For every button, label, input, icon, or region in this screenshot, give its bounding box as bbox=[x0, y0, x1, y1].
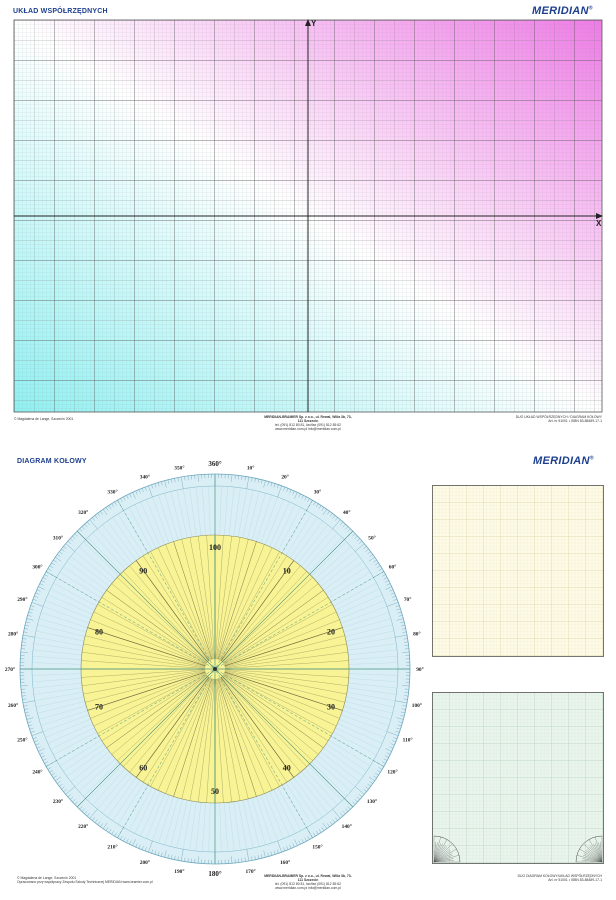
sheet1-footer-left: © Magdalena de Lange, Szczecin 2001 bbox=[14, 417, 74, 421]
degree-label: 230° bbox=[52, 798, 64, 805]
degree-label: 310° bbox=[52, 535, 64, 542]
sheet2-footer-right: DUO DIAGRAM KOŁOWY/UKŁAD WSPÓŁRZĘDNYCH Art. nr 51001 • ISBN 83-88489-17-1 bbox=[517, 874, 602, 882]
degree-label: 120° bbox=[387, 769, 398, 776]
percent-label: 80 bbox=[94, 627, 103, 637]
degree-label: 340° bbox=[139, 474, 151, 481]
degree-label: 190° bbox=[174, 869, 185, 876]
percent-label: 50 bbox=[211, 787, 219, 796]
degree-label: 250° bbox=[17, 737, 28, 744]
degree-label: 270° bbox=[4, 667, 16, 674]
degree-label: 50° bbox=[368, 535, 376, 542]
percent-label: 70 bbox=[94, 702, 103, 712]
percent-label: 10 bbox=[282, 566, 291, 576]
degree-label: 260° bbox=[7, 702, 19, 709]
degree-label: 20° bbox=[281, 474, 289, 481]
sheet1-footer-right: DUO UKŁAD WSPÓŁRZĘDNYCH / DIAGRAM KOŁOWY Art. nr 51001 • ISBN 83-88489-17-1 bbox=[515, 415, 602, 423]
degree-label: 40° bbox=[342, 510, 351, 517]
degree-label: 170° bbox=[245, 869, 256, 876]
degree-label: 70° bbox=[403, 597, 412, 604]
degree-label: 130° bbox=[366, 798, 378, 805]
degree-label: 290° bbox=[17, 597, 28, 604]
degree-label: 30° bbox=[313, 489, 322, 496]
degree-label: 330° bbox=[107, 489, 118, 496]
degree-label: 200° bbox=[139, 859, 151, 866]
percent-label: 60 bbox=[139, 763, 148, 773]
degree-label: 240° bbox=[32, 769, 43, 776]
percent-label: 90 bbox=[139, 566, 148, 576]
degree-label: 350° bbox=[174, 465, 185, 472]
sheet1-title: UKŁAD WSPÓŁRZĘDNYCH bbox=[13, 8, 108, 15]
degree-label: 90° bbox=[416, 667, 424, 674]
sheet1-brand-logo: MERIDIAN® bbox=[532, 5, 593, 17]
y-axis-label: Y bbox=[311, 19, 317, 28]
percent-label: 30 bbox=[327, 702, 336, 712]
degree-label: 300° bbox=[32, 564, 43, 571]
degree-label: 280° bbox=[7, 631, 19, 638]
degree-label: 220° bbox=[78, 824, 89, 831]
degree-label: 320° bbox=[78, 510, 89, 517]
pie-diagram-wheel bbox=[0, 440, 430, 890]
degree-label: 80° bbox=[413, 631, 421, 638]
degree-label: 150° bbox=[312, 844, 323, 851]
sheet2-title: DIAGRAM KOŁOWY bbox=[17, 458, 87, 465]
sheet1-footer-center: MERIDIAN-BRAMIER Sp. z o.o., ul. Rewal, Willa 3b, 73-111 Szczecin tel. (091) 812 80 81, fax/fax (091) 812 85 62 www.meridian.com.pl info@meridian.com.pl bbox=[264, 415, 352, 431]
sheet2-footer-left: © Magdalena de Lange, Szczecin 2001 Opracowano przy współpracy Zespołu Szkoły Technicznej MERIDIAN www.bramier.com.pl bbox=[17, 876, 153, 884]
degree-label: 140° bbox=[341, 824, 352, 831]
sheet2-brand-logo: MERIDIAN® bbox=[533, 455, 594, 467]
degree-label: 60° bbox=[388, 564, 397, 571]
degree-label: 10° bbox=[246, 465, 255, 472]
degree-label: 180° bbox=[208, 870, 222, 879]
sheet2-footer-center: MERIDIAN-BRAMIER Sp. z o.o., ul. Rewal, Willa 3b, 73-111 Szczecin tel. (091) 812 80 81, fax/fax (091) 812 85 62 www.meridian.com.pl info@meridian.com.pl bbox=[264, 874, 352, 890]
percent-label: 40 bbox=[282, 763, 291, 773]
x-axis-label: X bbox=[596, 219, 602, 228]
degree-label: 160° bbox=[279, 859, 291, 866]
degree-label: 360° bbox=[208, 460, 222, 469]
degree-label: 110° bbox=[402, 737, 413, 744]
percent-label: 100 bbox=[209, 543, 221, 552]
blank-grid-panel-bottom bbox=[432, 692, 605, 865]
percent-label: 20 bbox=[327, 627, 336, 637]
coordinate-grid bbox=[0, 0, 616, 420]
blank-grid-panel-top bbox=[432, 485, 605, 658]
wheel-static-layer bbox=[20, 474, 410, 864]
degree-label: 210° bbox=[107, 844, 118, 851]
degree-label: 100° bbox=[411, 702, 423, 709]
